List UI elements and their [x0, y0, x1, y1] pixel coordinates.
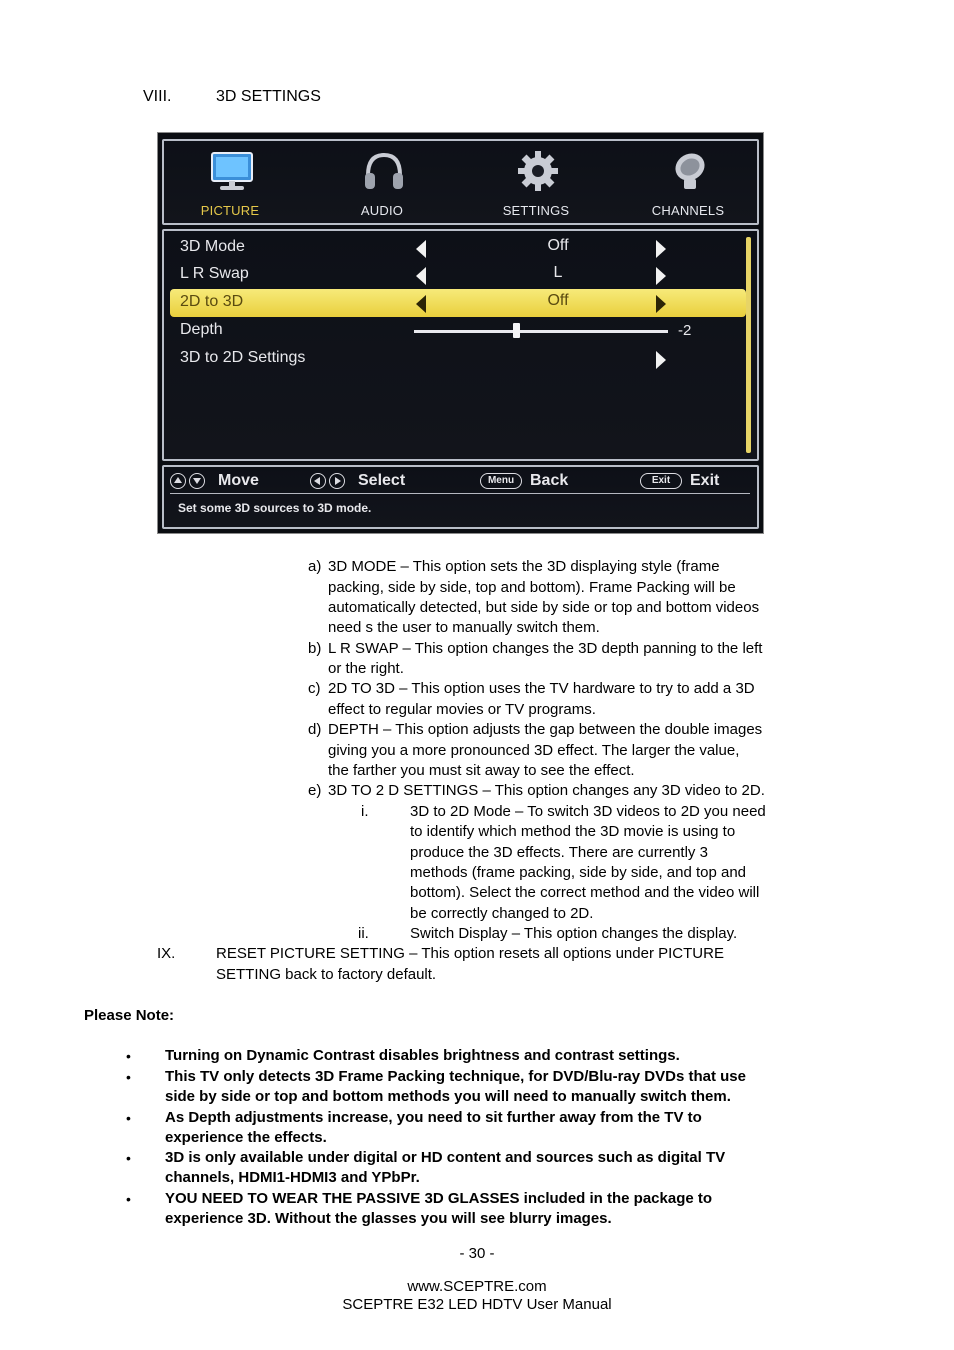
section9-line: RESET PICTURE SETTING – This option resets all options under PICTURE: [216, 945, 724, 962]
item-e-marker: e): [308, 782, 322, 799]
item-b-line: L R SWAP – This option changes the 3D depth panning to the left: [328, 640, 763, 657]
bullet-dot: •: [126, 1069, 131, 1085]
section-number: VIII.: [143, 88, 172, 105]
footer-url[interactable]: www.SCEPTRE.com: [407, 1278, 547, 1295]
row-label: 2D to 3D: [180, 293, 244, 310]
item-d-line: giving you a more pronounced 3D effect. The larger the value,: [328, 742, 740, 759]
help-move-label: Move: [218, 472, 259, 489]
item-c-marker: c): [308, 680, 321, 697]
item-e-line: 3D TO 2 D SETTINGS – This option changes any 3D video to 2D.: [328, 782, 765, 799]
tab-label: PICTURE: [200, 203, 260, 218]
note-bullet-line: experience the effects.: [165, 1129, 327, 1146]
arrow-left-icon[interactable]: [416, 240, 426, 258]
item-ii-line: Switch Display – This option changes the display.: [410, 925, 738, 942]
menu-row-lr-swap[interactable]: [170, 261, 746, 289]
note-bullet-line: experience 3D. Without the glasses you will see blurry images.: [165, 1210, 612, 1227]
note-bullet-line: YOU NEED TO WEAR THE PASSIVE 3D GLASSES included in the package to: [165, 1190, 713, 1207]
tv-monitor-icon: [210, 149, 254, 193]
row-label: L R Swap: [180, 265, 249, 282]
row-value: Off: [547, 292, 569, 309]
row-value: L: [553, 264, 563, 281]
arrow-right-icon[interactable]: [656, 351, 666, 369]
menu-scrollbar[interactable]: [746, 237, 751, 453]
menu-row-3d-to-2d-settings[interactable]: [170, 345, 746, 373]
item-i-line: 3D to 2D Mode – To switch 3D videos to 2D you need: [410, 803, 766, 820]
item-b-line: or the right.: [328, 660, 404, 677]
menu-row-3d-mode[interactable]: [170, 234, 746, 262]
note-bullet-line: As Depth adjustments increase, you need to sit further away from the TV to: [165, 1109, 702, 1126]
item-a-line: packing, side by side, top and bottom). Frame Packing will be: [328, 579, 736, 596]
note-bullet-line: channels, HDMI1-HDMI3 and YPbPr.: [165, 1169, 420, 1186]
item-i-marker: i.: [361, 803, 369, 820]
arrow-right-icon[interactable]: [656, 240, 666, 258]
help-divider: [170, 493, 750, 494]
item-b-marker: b): [308, 640, 322, 657]
arrow-left-icon[interactable]: [416, 295, 426, 313]
tab-channels[interactable]: [628, 141, 748, 225]
item-i-line: bottom). Select the correct method and the video will: [410, 884, 760, 901]
item-a-line: automatically detected, but side by side or top and bottom videos: [328, 599, 760, 616]
arrow-right-icon[interactable]: [656, 295, 666, 313]
row-label: Depth: [180, 321, 223, 338]
osd-tab-bar: [162, 139, 759, 225]
row-label: 3D to 2D Settings: [180, 349, 306, 366]
item-c-line: 2D TO 3D – This option uses the TV hardware to try to add a 3D: [328, 680, 755, 697]
item-i-line: produce the 3D effects. There are currently 3: [410, 844, 708, 861]
page-number: - 30 -: [459, 1245, 495, 1262]
item-a-marker: a): [308, 558, 322, 575]
item-d-marker: d): [308, 721, 322, 738]
exit-key-icon: Exit: [640, 473, 682, 489]
osd-3d-menu: [162, 229, 759, 461]
item-a-line: need s the user to manually switch them.: [328, 619, 600, 636]
depth-slider-track[interactable]: [414, 330, 668, 333]
menu-row-2d-to-3d[interactable]: [170, 289, 746, 317]
item-d-line: the farther you must sit away to see the effect.: [328, 762, 635, 779]
arrow-right-icon[interactable]: [656, 267, 666, 285]
item-ii-marker: ii.: [358, 925, 369, 942]
gear-icon: [516, 149, 560, 193]
row-value: Off: [547, 237, 569, 254]
help-exit-label: Exit: [690, 472, 720, 489]
bullet-dot: •: [126, 1048, 131, 1064]
help-back-label: Back: [530, 472, 569, 489]
bullet-dot: •: [126, 1191, 131, 1207]
help-hint: Set some 3D sources to 3D mode.: [178, 501, 372, 515]
item-i-line: to identify which method the 3D movie is using to: [410, 823, 736, 840]
tab-audio[interactable]: [322, 141, 442, 225]
tv-osd-screenshot: [157, 132, 764, 534]
section-title: 3D SETTINGS: [216, 88, 321, 105]
arrow-left-button-icon: [310, 473, 326, 489]
footer-manual-title: SCEPTRE E32 LED HDTV User Manual: [342, 1296, 612, 1313]
osd-help-bar: [162, 465, 759, 529]
section9-line: SETTING back to factory default.: [216, 966, 437, 983]
section9-number: IX.: [157, 945, 176, 962]
headphones-icon: [362, 149, 406, 193]
note-bullet-line: This TV only detects 3D Frame Packing technique, for DVD/Blu-ray DVDs that use: [165, 1068, 746, 1085]
tab-settings[interactable]: [476, 141, 596, 225]
tab-label: AUDIO: [360, 203, 404, 218]
tab-label: CHANNELS: [651, 203, 725, 218]
item-i-line: methods (frame packing, side by side, and top and: [410, 864, 747, 881]
bullet-dot: •: [126, 1110, 131, 1126]
note-heading: Please Note:: [84, 1007, 175, 1024]
tab-picture[interactable]: [170, 141, 290, 225]
satellite-dish-icon: [668, 149, 712, 193]
note-bullet-line: Turning on Dynamic Contrast disables brightness and contrast settings.: [165, 1047, 680, 1064]
menu-key-icon: Menu: [480, 473, 522, 489]
help-select-label: Select: [358, 472, 406, 489]
depth-value: -2: [678, 322, 692, 339]
item-a-line: 3D MODE – This option sets the 3D displaying style (frame: [328, 558, 720, 575]
bullet-dot: •: [126, 1150, 131, 1166]
tab-label: SETTINGS: [502, 203, 570, 218]
note-bullet-line: 3D is only available under digital or HD content and sources such as digital TV: [165, 1149, 726, 1166]
item-d-line: DEPTH – This option adjusts the gap between the double images: [328, 721, 763, 738]
row-label: 3D Mode: [180, 238, 245, 255]
arrow-down-button-icon: [189, 473, 205, 489]
item-c-line: effect to regular movies or TV programs.: [328, 701, 596, 718]
depth-slider-knob[interactable]: [513, 323, 520, 338]
note-bullet-line: side by side or top and bottom methods you will need to manually switch them.: [165, 1088, 731, 1105]
item-i-line: be correctly changed to 2D.: [410, 905, 594, 922]
menu-row-depth[interactable]: [170, 317, 746, 345]
arrow-left-icon[interactable]: [416, 267, 426, 285]
arrow-up-button-icon: [170, 473, 186, 489]
arrow-right-button-icon: [329, 473, 345, 489]
